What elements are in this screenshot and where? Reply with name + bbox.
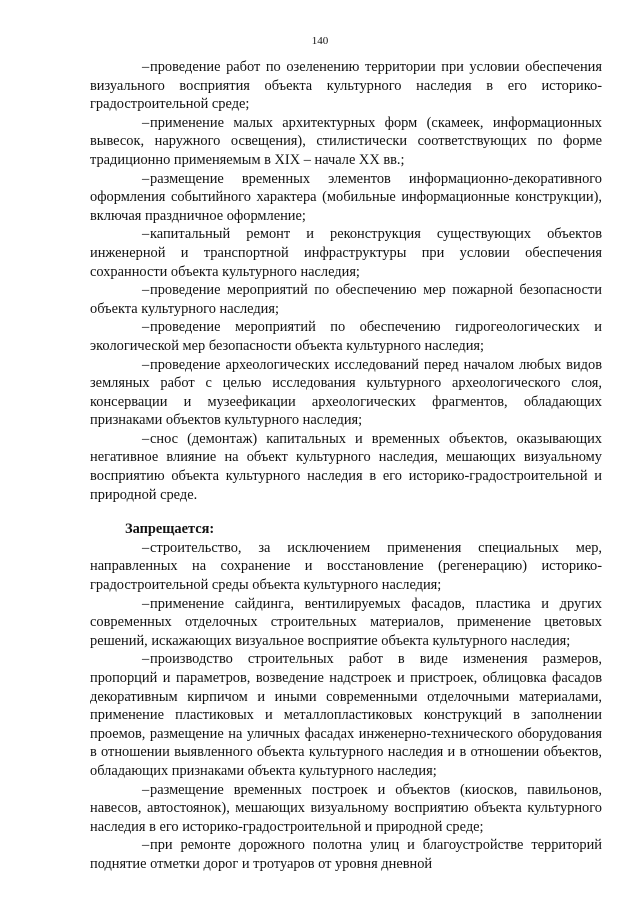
list-item <box>90 281 602 318</box>
list-item <box>90 58 602 114</box>
page-number: 140 <box>311 35 329 47</box>
list-item <box>90 114 602 170</box>
dash-bullet: – <box>142 170 150 187</box>
document-body <box>90 58 602 874</box>
list-item <box>90 781 602 837</box>
dash-bullet: – <box>142 430 150 447</box>
list-item <box>90 595 602 651</box>
list-item-text: проведение работ по озеленению территории при условии обеспечения визуального восприятия объекта культурного наследия в его историко-градостроительной среде; <box>90 59 602 113</box>
dash-bullet: – <box>142 226 150 243</box>
list-item-text: строительство, за исключением применения специальных мер, направленных на сохранение и восстановление (регенерацию) историко-градостроительной среды объекта культурного наследия; <box>90 539 602 594</box>
dash-bullet: – <box>142 539 150 556</box>
dash-bullet: – <box>142 595 150 612</box>
list-item <box>90 318 602 355</box>
dash-bullet: – <box>142 651 150 668</box>
dash-bullet: – <box>142 59 150 75</box>
prohibited-list <box>90 539 602 874</box>
allowed-list <box>90 58 602 504</box>
list-item-text: применение малых архитектурных форм (скамеек, информационных вывесок, наружного освещения), стилистически соответствующих по форме традиционно применяемым в XIX – начале XX вв.; <box>90 114 602 168</box>
list-item <box>90 430 602 504</box>
list-item <box>90 836 602 873</box>
list-item <box>90 170 602 226</box>
list-item-text: капитальный ремонт и реконструкция существующих объектов инженерной и транспортной инфраструктуры при условии обеспечения сохранности объекта культурного наследия; <box>90 226 602 280</box>
list-item-text: проведение мероприятий по обеспечению гидрогеологических и экологической мер безопасности объекта культурного наследия; <box>90 319 602 354</box>
list-item-text: при ремонте дорожного полотна улиц и благоустройстве территорий поднятие отметки дорог и тротуаров от уровня дневной <box>90 837 602 872</box>
list-item <box>90 356 602 430</box>
dash-bullet: – <box>142 114 150 131</box>
list-item-text: размещение временных построек и объектов (киосков, павильонов, навесов, автостоянок), мешающих визуальному восприятию объекта культурного наследия в его историко-градостроительной и природной среде; <box>90 781 602 835</box>
list-item <box>90 539 602 595</box>
list-item-text: проведение археологических исследований перед началом любых видов земляных работ с целью исследования культурного археологического слоя, консервации и музеефикации археологических фрагментов, обладающих признаками объектов культурного наследия; <box>90 356 602 429</box>
dash-bullet: – <box>142 282 150 299</box>
list-item <box>90 225 602 281</box>
dash-bullet: – <box>142 356 150 373</box>
section-heading-prohibited: Запрещается: <box>125 521 215 538</box>
list-item-text: применение сайдинга, вентилируемых фасадов, пластика и других современных отделочных строительных материалов, применение цветовых решений, искажающих визуальное восприятие объекта культурного наследия; <box>90 595 602 649</box>
list-item-text: снос (демонтаж) капитальных и временных объектов, оказывающих негативное влияние на объект культурного наследия, мешающих визуальному восприятию объекта культурного наследия в его историко-градостроительной и природной среде. <box>90 430 602 503</box>
list-item <box>90 650 602 780</box>
list-item-text: производство строительных работ в виде изменения размеров, пропорций и параметров, возведение надстроек и пристроек, облицовка фасадов декоративным кирпичом и иными современными отделочными материалами, применение пластиковых и металлопластиковых конструкций в заполнении проемов, размещение на уличных фасадах инженерно-технического оборудования в отношении выявленного объекта культурного наследия и в отношении объектов, обладающих признаками объекта культурного наследия; <box>90 651 602 779</box>
dash-bullet: – <box>142 781 150 798</box>
dash-bullet: – <box>142 837 150 854</box>
list-item-text: проведение мероприятий по обеспечению мер пожарной безопасности объекта культурного наследия; <box>90 282 602 317</box>
list-item-text: размещение временных элементов информационно-декоративного оформления событийного характера (мобильные информационные конструкции), включая праздничное оформление; <box>90 170 602 224</box>
dash-bullet: – <box>142 319 150 336</box>
